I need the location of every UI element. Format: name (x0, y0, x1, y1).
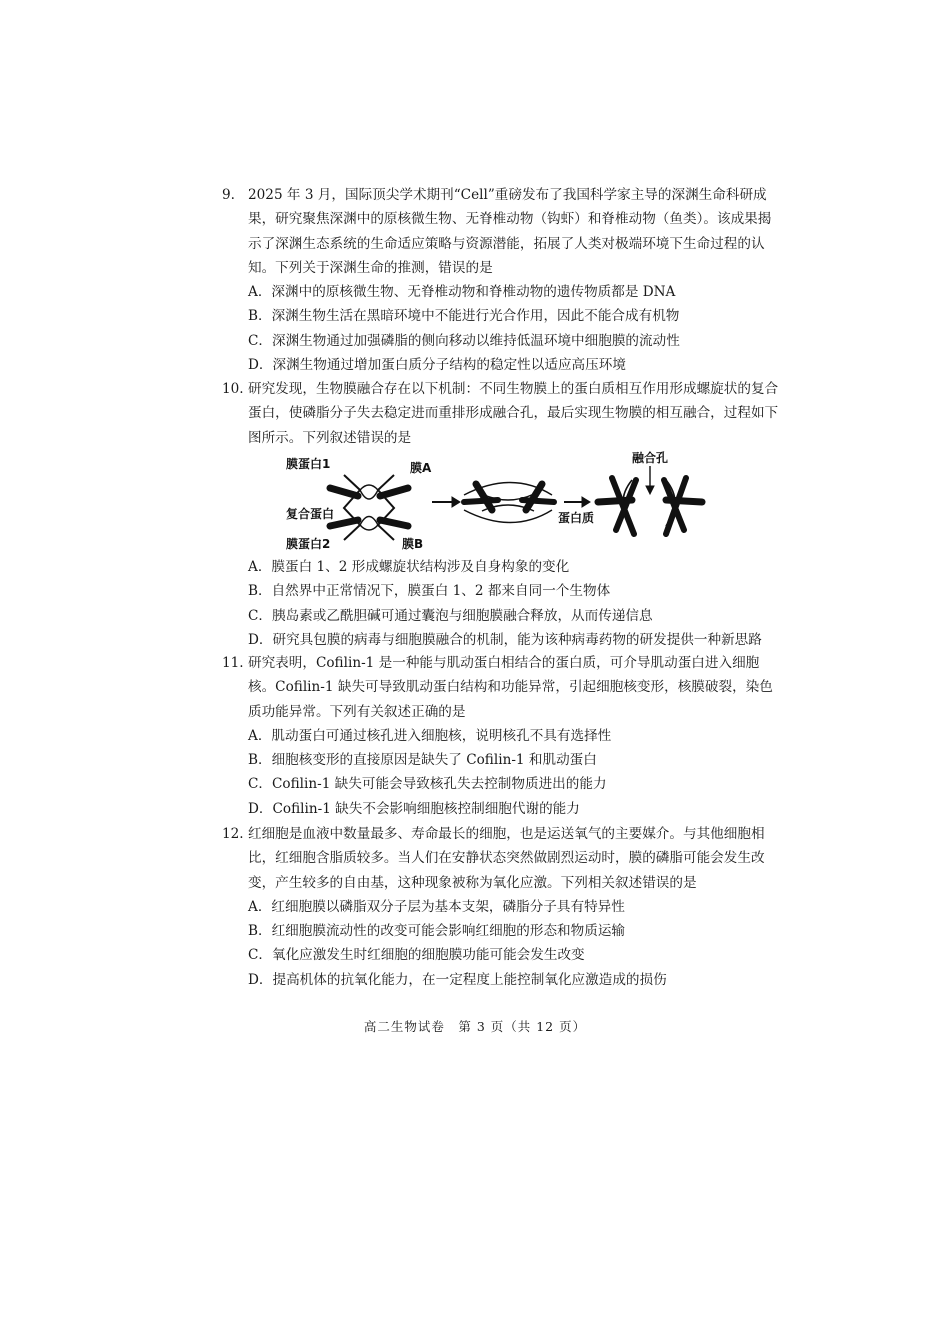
question-stem (222, 377, 782, 450)
protein2-helix (330, 520, 358, 526)
stem-text: 红细胞是血液中数量最多、寿命最长的细胞，也是运送氧气的主要媒介。与其他细胞相比，红细胞含脂质较多。当人们在安静状态突然做剧烈运动时，膜的磷脂可能会发生改变，产生较多的自由基，这种现象被称为氧化应激。下列相关叙述错误的是 (248, 826, 765, 891)
label-membrane-b: 膜B (402, 537, 424, 551)
lipid-arc-top (360, 485, 378, 490)
option-d: D．Cofilin-1 缺失不会影响细胞核控制细胞代谢的能力 (248, 800, 580, 817)
option-c: C．氧化应激发生时红细胞的细胞膜功能可能会发生改变 (248, 947, 585, 964)
option-a: A．膜蛋白 1、2 形成螺旋状结构涉及自身构象的变化 (248, 559, 570, 575)
option-a: A．红细胞膜以磷脂双分子层为基本支架，磷脂分子具有特异性 (248, 898, 625, 915)
question-10 (222, 377, 782, 450)
stem-text: 研究发现，生物膜融合存在以下机制：不同生物膜上的蛋白质相互作用形成螺旋状的复合蛋白，使磷脂分子失去稳定进而重排形成融合孔，最后实现生物膜的相互融合，过程如下图所示。下列叙述错误的是 (248, 381, 779, 446)
protein1-helix (330, 488, 358, 496)
stage-2 (464, 483, 554, 523)
stem-text: 2025 年 3 月，国际顶尖学术期刊“Cell”重磅发布了我国科学家主导的深渊生命科研成果，研究聚焦深渊中的原核微生物、无脊椎动物（钩虾）和脊椎动物（鱼类）。该成果揭示了深渊生态系统的生命适应策略与资源潜能，拓展了人类对极端环境下生命过程的认知。下列关于深渊生命的推测，错误的是 (248, 187, 772, 276)
label-protein2: 膜蛋白2 (286, 537, 331, 551)
label-complex-protein: 复合蛋白 (286, 507, 335, 521)
option-a: A．肌动蛋白可通过核孔进入细胞核，说明核孔不具有选择性 (248, 727, 612, 744)
option-c: C．胰岛素或乙酰胆碱可通过囊泡与细胞膜融合释放，从而传递信息 (248, 607, 653, 624)
question-number: 9. (222, 187, 235, 203)
option-b: B．自然界中正常情况下，膜蛋白 1、2 都来自同一个生物体 (248, 583, 611, 600)
membrane-fusion-diagram (282, 450, 722, 560)
option-d: D．提高机体的抗氧化能力，在一定程度上能控制氧化应激造成的损伤 (248, 971, 667, 988)
membrane-left-curve (344, 475, 360, 540)
option-b: B．深渊生物生活在黑暗环境中不能进行光合作用，因此不能合成有机物 (248, 308, 680, 325)
question-stem (222, 822, 782, 895)
pore-arrow (646, 466, 654, 494)
membrane-right-curve (378, 475, 394, 540)
option-d: D．深渊生物通过增加蛋白质分子结构的稳定性以适应高压环境 (248, 357, 626, 374)
label-fusion-pore: 融合孔 (632, 451, 669, 465)
fusion-diagram-svg (282, 450, 722, 560)
label-membrane-a: 膜A (410, 461, 432, 475)
arrow-2 (564, 497, 590, 507)
question-number: 10. (222, 381, 244, 397)
option-c: C．Cofilin-1 缺失可能会导致核孔失去控制物质进出的能力 (248, 776, 607, 793)
question-stem (222, 183, 782, 280)
option-a: A．深渊中的原核微生物、无脊椎动物和脊椎动物的遗传物质都是 DNA (248, 284, 676, 301)
question-11 (222, 651, 782, 821)
stem-text: 研究表明，Cofilin-1 是一种能与肌动蛋白相结合的蛋白质，可介导肌动蛋白进入细胞核。Cofilin-1 缺失可导致肌动蛋白结构和功能异常，引起细胞核变形，核膜破裂，染色质功能异常。下列有关叙述正确的是 (248, 655, 773, 720)
option-c: C．深渊生物通过加强磷脂的侧向移动以维持低温环境中细胞膜的流动性 (248, 332, 680, 349)
question-stem (222, 651, 782, 724)
question-9 (222, 183, 782, 377)
option-b: B．细胞核变形的直接原因是缺失了 Cofilin-1 和肌动蛋白 (248, 752, 597, 769)
arrow-1 (432, 497, 460, 507)
page-footer: 高二生物试卷 第 3 页（共 12 页） (363, 1019, 587, 1034)
stage-1 (330, 475, 408, 540)
option-d: D．研究具包膜的病毒与细胞膜融合的机制，能为该种病毒药物的研发提供一种新思路 (248, 631, 762, 648)
lipid-arc-bottom (360, 525, 378, 530)
option-b: B．红细胞膜流动性的改变可能会影响红细胞的形态和物质运输 (248, 923, 626, 940)
question-number: 12. (222, 826, 244, 842)
label-protein1: 膜蛋白1 (286, 457, 331, 471)
question-12 (222, 822, 782, 992)
question-number: 11. (222, 655, 244, 671)
question-10-options (248, 555, 788, 652)
label-protein: 蛋白质 (558, 511, 595, 525)
